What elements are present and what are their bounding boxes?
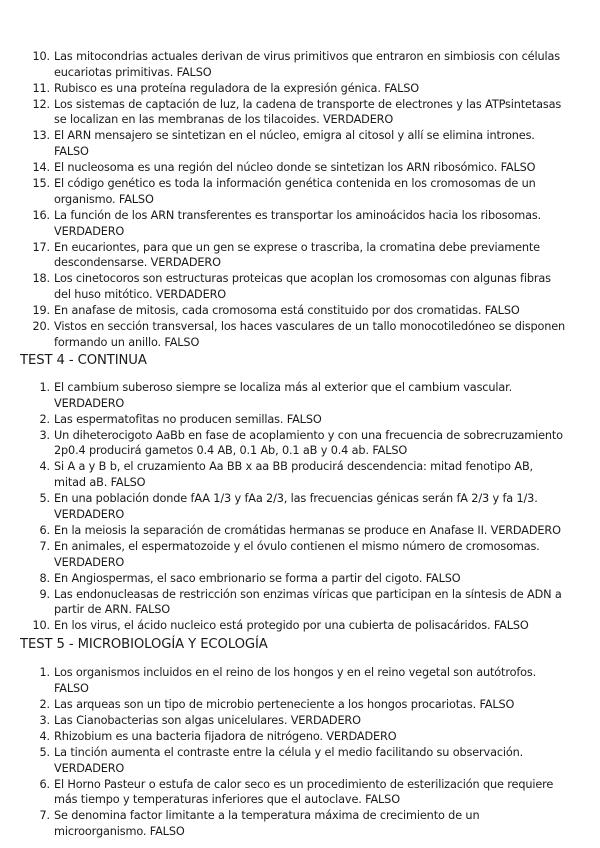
list-item (39, 428, 566, 459)
item-number: 3. (39, 713, 50, 727)
list-item (32, 97, 566, 128)
item-text: Las arqueas son un tipo de microbio perteneciente a los hongos procariotas. FALSO (54, 697, 515, 711)
item-number: 16. (32, 208, 50, 222)
question-list-test-4 (32, 380, 566, 635)
item-text: En los virus, el ácido nucleico está protegido por una cubierta de polisacáridos. FALSO (54, 619, 529, 633)
list-item (39, 808, 566, 839)
list-item (39, 587, 566, 618)
list-item (39, 380, 566, 411)
item-number: 6. (39, 777, 50, 791)
item-text: En eucariontes, para que un gen se exprese o trascriba, la cromatina debe previamente descondensarse. VERDADERO (54, 240, 540, 270)
item-number: 2. (39, 412, 50, 426)
item-number: 10. (32, 50, 50, 63)
item-text: La tinción aumenta el contraste entre la célula y el medio facilitando su observación. VERDADERO (54, 745, 524, 775)
question-list-test-5 (39, 665, 566, 840)
item-text: El Horno Pasteur o estufa de calor seco es un procedimiento de esterilización que requiere más tiempo y temperaturas inferiores que el autoclave. FALSO (54, 777, 554, 807)
item-number: 9. (39, 587, 50, 601)
item-number: 7. (39, 809, 50, 823)
list-item (39, 459, 566, 490)
list-item (32, 208, 566, 239)
list-item (32, 81, 566, 97)
list-item (39, 491, 566, 522)
item-number: 19. (32, 304, 50, 317)
item-text: Rubisco es una proteína reguladora de la expresión génica. FALSO (54, 81, 420, 95)
item-number: 4. (39, 460, 50, 474)
list-item (39, 713, 566, 729)
list-item (39, 539, 566, 570)
item-number: 5. (39, 745, 50, 759)
section-heading-test-4: TEST 4 - CONTINUA (20, 353, 147, 368)
item-number: 15. (32, 177, 50, 191)
list-item (32, 176, 566, 207)
item-text: Las mitocondrias actuales derivan de virus primitivos que entraron en simbiosis con células eucariotas primitivas. FALSO (54, 50, 560, 79)
item-number: 14. (32, 161, 50, 175)
item-number: 6. (39, 523, 50, 537)
item-number: 2. (39, 697, 50, 711)
item-number: 17. (32, 240, 50, 254)
list-item (32, 240, 566, 271)
item-text: En la meiosis la separación de cromátidas hermanas se produce en Anafase II. VERDADERO (54, 523, 561, 537)
item-text: Vistos en sección transversal, los haces vasculares de un tallo monocotiledóneo se disponen formando un anillo. FALSO (54, 320, 566, 349)
list-item (39, 665, 566, 696)
item-text: Si A a y B b, el cruzamiento Aa BB x aa BB producirá descendencia: mitad fenotipo AB, mitad aB. FALSO (54, 460, 533, 490)
list-item (32, 160, 566, 176)
item-text: El código genético es toda la información genética contenida en los cromosomas de un organismo. FALSO (54, 177, 536, 206)
list-item (39, 571, 566, 587)
item-text: Rhizobium es una bacteria fijadora de nitrógeno. VERDADERO (54, 729, 397, 743)
item-text: Las Cianobacterias son algas unicelulares. VERDADERO (54, 713, 361, 727)
item-number: 7. (39, 539, 50, 553)
list-item (39, 777, 566, 808)
item-text: Los sistemas de captación de luz, la cadena de transporte de electrones y las ATPsintetasas se localizan en las membranas de los tilacoides. VERDADERO (54, 97, 562, 127)
item-number: 20. (32, 320, 50, 334)
item-text: Las espermatofitas no producen semillas. FALSO (54, 412, 322, 426)
item-text: El nucleosoma es una región del núcleo donde se sintetizan los ARN ribosómico. FALSO (54, 161, 536, 175)
item-number: 1. (39, 381, 50, 394)
item-text: La función de los ARN transferentes es transportar los aminoácidos hacia los ribosomas. VERDADERO (54, 208, 542, 238)
list-item (39, 745, 566, 776)
item-text: Se denomina factor limitante a la temperatura máxima de crecimiento de un microorganismo. FALSO (54, 809, 480, 838)
item-text: Los cinetocoros son estructuras proteicas que acoplan los cromosomas con algunas fibras del huso mitótico. VERDADERO (54, 272, 551, 301)
item-text: Un diheterocigoto AaBb en fase de acoplamiento y con una frecuencia de sobrecruzamiento 2p0.4 producirá gametos 0.4 AB, 0.1 Ab, 0.1 aB y 0.4 ab. FALSO (54, 428, 563, 458)
list-item (32, 303, 566, 319)
list-item (39, 697, 566, 713)
item-number: 1. (39, 666, 50, 679)
list-item (32, 128, 566, 159)
item-text: El cambium suberoso siempre se localiza más al exterior que el cambium vascular. VERDADERO (54, 381, 513, 410)
item-number: 4. (39, 729, 50, 743)
item-text: Las endonucleasas de restricción son enzimas víricas que participan en la síntesis de ADN a partir de ARN. FALSO (54, 587, 562, 617)
item-text: Los organismos incluidos en el reino de los hongos y en el reino vegetal son autótrofos. FALSO (54, 666, 537, 695)
item-number: 5. (39, 492, 50, 506)
list-item (39, 523, 566, 539)
item-number: 18. (32, 272, 50, 286)
item-text: El ARN mensajero se sintetizan en el núcleo, emigra al citosol y allí se elimina intrones. FALSO (54, 129, 535, 159)
item-number: 12. (32, 97, 50, 111)
item-number: 13. (32, 129, 50, 143)
section-heading-test-5: TEST 5 - MICROBIOLOGÍA Y ECOLOGÍA (20, 637, 268, 652)
item-number: 8. (39, 571, 50, 585)
list-item (32, 49, 566, 80)
list-item (32, 319, 566, 350)
list-item (39, 729, 566, 745)
item-text: En animales, el espermatozoide y el óvulo contienen el mismo número de cromosomas. VERDADERO (54, 539, 540, 569)
list-item (39, 412, 566, 428)
item-text: En una población donde fAA 1/3 y fAa 2/3, las frecuencias génicas serán fA 2/3 y fa 1/3. VERDADERO (54, 492, 538, 521)
list-item (32, 618, 566, 634)
question-list-test-3 (32, 49, 566, 351)
item-text: En anafase de mitosis, cada cromosoma está constituido por dos cromatidas. FALSO (54, 304, 520, 317)
item-number: 11. (32, 81, 50, 95)
item-number: 3. (39, 428, 50, 442)
item-number: 10. (32, 619, 50, 633)
item-text: En Angiospermas, el saco embrionario se forma a partir del cigoto. FALSO (54, 571, 461, 585)
list-item (32, 271, 566, 302)
